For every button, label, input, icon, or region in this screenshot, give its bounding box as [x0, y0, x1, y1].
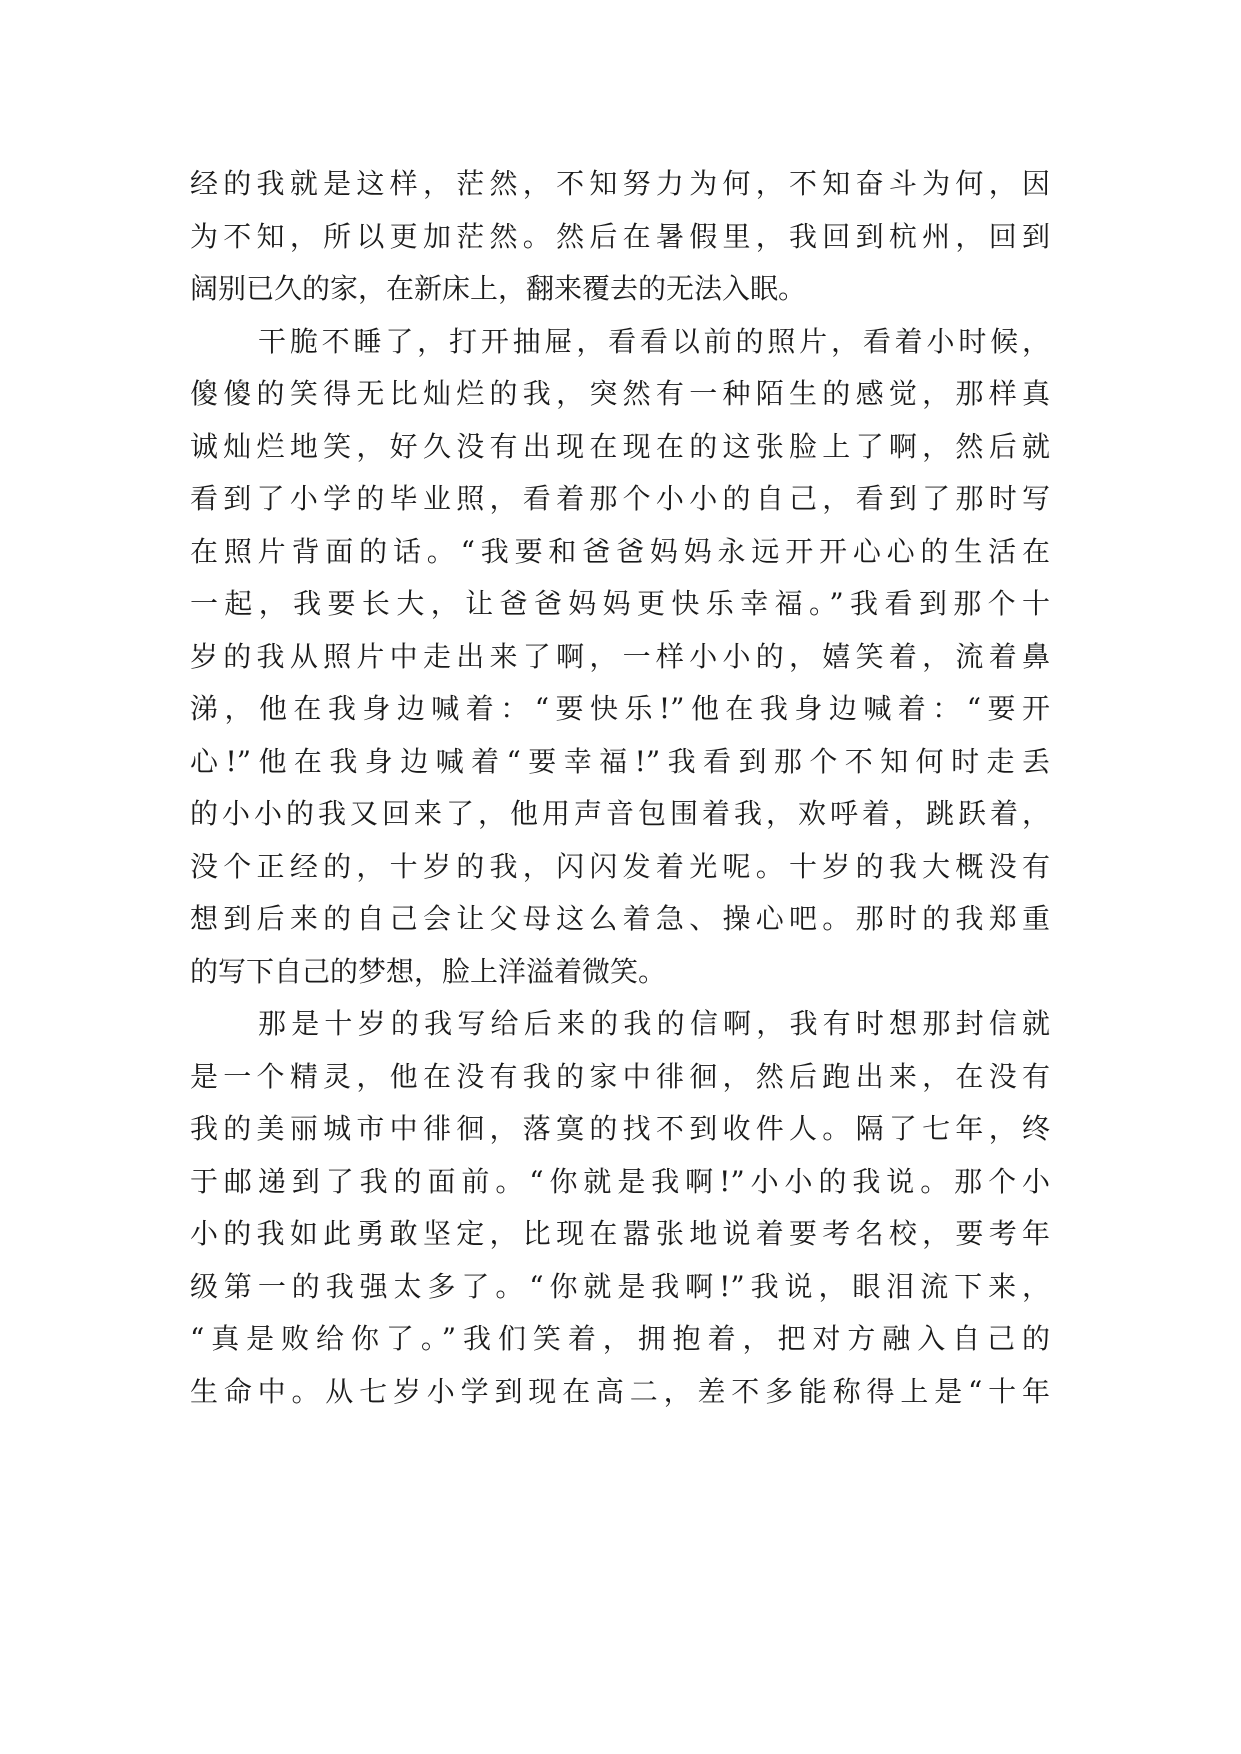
- text-line: 那是十岁的我写给后来的我的信啊，我有时想那封信就: [258, 1007, 1050, 1040]
- text-line: 的写下自己的梦想，脸上洋溢着微笑。: [190, 954, 667, 988]
- text-line: 级第一的我强太多了。“你就是我啊!”我说，眼泪流下来，: [190, 1269, 1050, 1303]
- text-line: 为不知，所以更加茫然。然后在暑假里，我回到杭州，回到: [190, 219, 1050, 253]
- text-line: “真是败给你了。”我们笑着，拥抱着，把对方融入自己的: [190, 1322, 1050, 1355]
- text-line: 是一个精灵，他在没有我的家中徘徊，然后跑出来，在没有: [190, 1059, 1050, 1093]
- text-line: 一起，我要长大，让爸爸妈妈更快乐幸福。”我看到那个十: [190, 587, 1050, 620]
- text-line: 涕，他在我身边喊着：“要快乐!”他在我身边喊着：“要开: [190, 692, 1050, 725]
- text-line: 干脆不睡了，打开抽屉，看看以前的照片，看着小时候，: [258, 324, 1050, 358]
- text-line: 于邮递到了我的面前。“你就是我啊!”小小的我说。那个小: [190, 1164, 1050, 1198]
- text-line: 在照片背面的话。“我要和爸爸妈妈永远开开心心的生活在: [190, 534, 1050, 568]
- text-line: 我的美丽城市中徘徊，落寞的找不到收件人。隔了七年，终: [190, 1112, 1050, 1145]
- text-line: 的小小的我又回来了，他用声音包围着我，欢呼着，跳跃着，: [190, 797, 1050, 830]
- text-line: 生命中。从七岁小学到现在高二，差不多能称得上是“十年: [190, 1374, 1050, 1408]
- paragraph-1: [190, 158, 1050, 316]
- paragraph-2: [190, 316, 1050, 999]
- text-line: 傻傻的笑得无比灿烂的我，突然有一种陌生的感觉，那样真: [190, 377, 1050, 410]
- text-line: 小的我如此勇敢坚定，比现在嚣张地说着要考名校，要考年: [190, 1217, 1050, 1250]
- text-line: 阔别已久的家，在新床上，翻来覆去的无法入眠。: [190, 272, 807, 305]
- text-line: 岁的我从照片中走出来了啊，一样小小的，嬉笑着，流着鼻: [190, 639, 1050, 673]
- paragraph-3: [190, 998, 1050, 1418]
- text-line: 经的我就是这样，茫然，不知努力为何，不知奋斗为何，因: [190, 167, 1050, 200]
- text-line: 没个正经的，十岁的我，闪闪发着光呢。十岁的我大概没有: [190, 849, 1050, 883]
- text-line: 想到后来的自己会让父母这么着急、操心吧。那时的我郑重: [190, 902, 1050, 935]
- document-body: [190, 158, 1050, 1418]
- text-line: 看到了小学的毕业照，看着那个小小的自己，看到了那时写: [190, 482, 1050, 515]
- text-line: 诚灿烂地笑，好久没有出现在现在的这张脸上了啊，然后就: [190, 429, 1050, 463]
- text-line: 心!”他在我身边喊着“要幸福!”我看到那个不知何时走丢: [190, 744, 1050, 778]
